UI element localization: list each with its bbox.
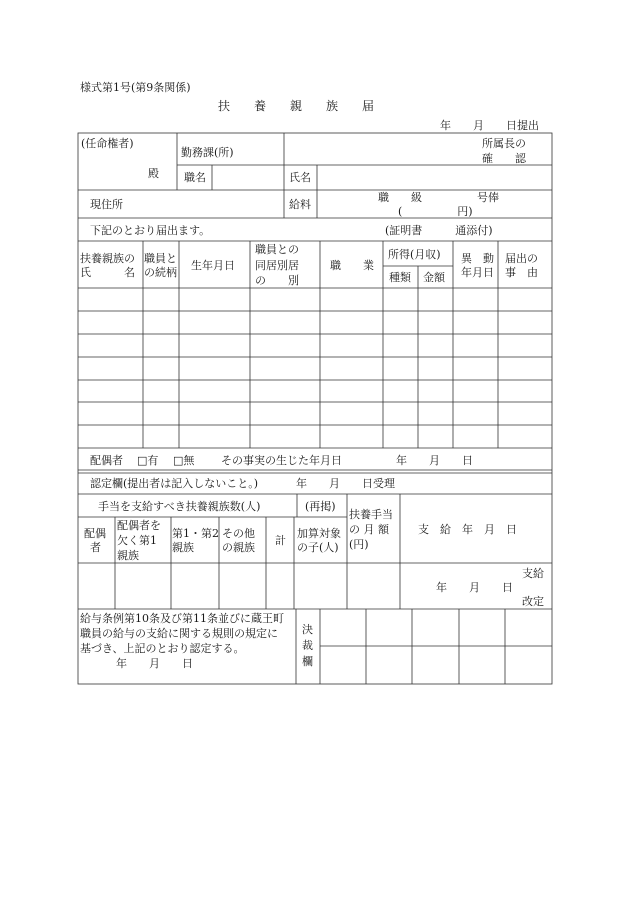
revise-label: 改定 (522, 595, 544, 608)
col-other: その他 (222, 527, 255, 540)
col-monthly-2: の 月 額 (349, 523, 389, 536)
pay-label: 支給 (522, 567, 544, 580)
chief-confirm-label: 所属長の (482, 137, 526, 150)
col-spouse-2: 者 (90, 541, 101, 554)
col-cohabitation-3: の 別 (255, 274, 299, 287)
col-change-date-2: 年月日 (461, 266, 494, 279)
appointer-label: (任命権者) (81, 137, 134, 150)
yen-label: ( 円) (398, 205, 473, 218)
col-change-date: 異 動 (461, 252, 494, 265)
col-occupation: 職 業 (330, 259, 374, 272)
col-first-second-2: 親族 (172, 541, 194, 554)
clause-line-1: 給与条例第10条及び第11条並びに蔵王町 (80, 612, 284, 625)
clause-line-2: 職員の給与の支給に関する規則の規定に (80, 627, 278, 640)
grade-step-label: 職 級 号俸 (378, 191, 499, 204)
col-cohabitation-2: 同居別居 (255, 259, 299, 272)
col-reason: 届出の (505, 252, 538, 265)
approval-label: 認定欄(提出者は記入しないこと。) (90, 477, 259, 490)
decision-label-3: 欄 (302, 655, 313, 668)
col-no-spouse: 配偶者を (117, 519, 161, 532)
col-income-amount: 金額 (423, 271, 445, 284)
col-relationship: 職員と (144, 252, 177, 265)
honorific-label: 殿 (148, 167, 159, 180)
footer-date: 年 月 日 (116, 657, 193, 670)
col-total: 計 (275, 534, 286, 547)
col-monthly-3: (円) (349, 538, 369, 551)
col-no-spouse-2: 欠く第1 (117, 534, 157, 547)
col-pay-date: 支 給 年 月 日 (418, 523, 517, 536)
office-label: 勤務課(所) (181, 146, 234, 159)
received-date: 年 月 日受理 (296, 477, 395, 490)
col-birthdate: 生年月日 (191, 259, 235, 272)
col-reason-2: 事 由 (505, 266, 538, 279)
decision-label-2: 裁 (302, 639, 313, 652)
address-label: 現住所 (90, 198, 123, 211)
col-first-second: 第1・第2 (172, 527, 219, 540)
fact-date-label: その事実の生じた年月日 (221, 454, 342, 467)
spouse-yes-checkbox[interactable]: □有 (137, 454, 159, 467)
col-child: 加算対象 (297, 527, 341, 540)
submission-date: 年 月 日提出 (440, 119, 539, 132)
name-label: 氏名 (289, 171, 311, 184)
col-no-spouse-3: 親族 (117, 549, 139, 562)
chief-confirm-label-2: 確 認 (482, 152, 526, 165)
pay-date: 年 月 日 (436, 581, 513, 594)
form-number: 様式第1号(第9条関係) (80, 81, 191, 94)
col-other-2: の親族 (222, 541, 255, 554)
col-dependent-name: 扶養親族の (80, 252, 135, 265)
job-title-label: 職名 (184, 171, 206, 184)
certificate-attached: (証明書 通添付) (385, 224, 493, 237)
form-title: 扶 養 親 族 届 (218, 99, 375, 113)
col-income-kind: 種類 (389, 271, 411, 284)
col-relationship-2: の続柄 (144, 266, 177, 279)
repeat-label: (再掲) (305, 500, 336, 513)
salary-label: 給料 (289, 198, 311, 211)
col-dependent-name-2: 氏 名 (80, 266, 135, 279)
clause-line-3: 基づき、上記のとおり認定する。 (80, 642, 245, 655)
notice-statement: 下記のとおり届出ます。 (90, 224, 211, 237)
allowance-count-title: 手当を支給すべき扶養親族数(人) (98, 500, 261, 513)
col-child-2: の子(人) (297, 541, 339, 554)
col-cohabitation: 職員との (255, 243, 299, 256)
fact-date-value: 年 月 日 (396, 454, 473, 467)
col-spouse: 配偶 (84, 527, 106, 540)
decision-label-1: 決 (302, 623, 313, 636)
col-income: 所得(月収) (388, 248, 441, 261)
col-monthly: 扶養手当 (349, 508, 393, 521)
spouse-label: 配偶者 (90, 454, 123, 467)
spouse-no-checkbox[interactable]: □無 (173, 454, 195, 467)
